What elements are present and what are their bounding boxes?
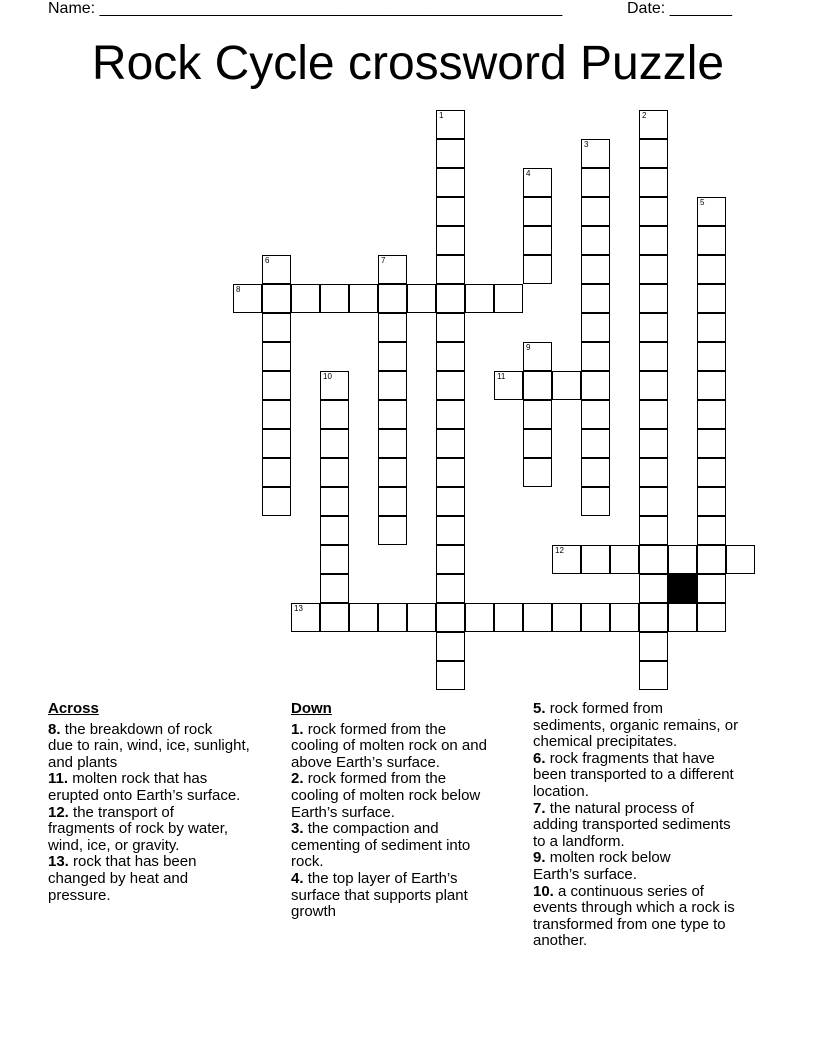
clue-item [291,771,531,821]
grid-cell[interactable] [639,255,668,284]
clue-item [533,850,783,883]
clue-item [48,805,288,855]
grid-cell[interactable] [436,284,465,313]
grid-cell[interactable] [262,371,291,400]
grid-cell[interactable] [639,342,668,371]
grid-cell[interactable] [581,168,610,197]
grid-cell[interactable] [436,255,465,284]
grid-cell[interactable] [494,371,523,400]
grid-cell[interactable] [697,284,726,313]
grid-cell[interactable] [639,603,668,632]
grid-cell[interactable] [639,139,668,168]
page-title: Rock Cycle crossword Puzzle [91,37,725,90]
grid-cell[interactable] [378,284,407,313]
grid-cell[interactable] [436,603,465,632]
grid-cell[interactable] [610,603,639,632]
clue-item-number: 3. [291,820,304,838]
clue-text: sediments, organic remains, or [533,716,739,734]
grid-cell[interactable] [523,226,552,255]
clue-item-number: 7. [533,799,546,817]
grid-cell[interactable] [639,574,668,603]
clue-item-number: 13. [48,853,69,871]
grid-cell[interactable] [436,400,465,429]
clue-item [291,821,531,871]
grid-cell[interactable] [436,429,465,458]
grid-cell[interactable] [262,429,291,458]
grid-cell[interactable] [697,487,726,516]
grid-cell[interactable] [523,603,552,632]
grid-cell[interactable] [639,168,668,197]
grid-cell[interactable] [436,342,465,371]
grid-cell[interactable] [697,458,726,487]
grid-cell[interactable] [320,284,349,313]
grid-cell[interactable] [581,400,610,429]
clue-text: cooling of molten rock below [291,786,481,804]
grid-cell[interactable] [581,603,610,632]
clue-text: erupted onto Earth’s surface. [48,786,241,804]
grid-cell[interactable] [320,429,349,458]
grid-cell[interactable] [523,342,552,371]
clue-text: due to rain, wind, ice, sunlight, [48,737,250,755]
clue-number: 10 [323,372,332,381]
clue-number: 13 [294,604,303,613]
grid-cell[interactable] [291,603,320,632]
clue-item-number: 12. [48,803,69,821]
across-clues [48,701,288,904]
clue-number: 12 [555,546,564,555]
grid-cell[interactable] [378,371,407,400]
grid-cell[interactable] [639,632,668,661]
grid-cell[interactable] [639,110,668,139]
grid-cell[interactable] [349,603,378,632]
clue-number: 8 [236,285,241,294]
grid-cell[interactable] [436,168,465,197]
grid-cell[interactable] [233,284,262,313]
grid-cell[interactable] [610,545,639,574]
grid-cell[interactable] [378,603,407,632]
grid-cell[interactable] [581,139,610,168]
clue-item-number: 6. [533,749,546,767]
grid-cell[interactable] [523,168,552,197]
grid-cell[interactable] [378,516,407,545]
grid-cell[interactable] [581,197,610,226]
grid-cell[interactable] [697,313,726,342]
grid-cell[interactable] [436,313,465,342]
grid-cell[interactable] [436,574,465,603]
clue-number: 5 [700,198,705,207]
grid-cell[interactable] [262,487,291,516]
grid-cell[interactable] [639,661,668,690]
grid-cell[interactable] [639,545,668,574]
clue-text: above Earth’s surface. [291,753,440,771]
clue-text: adding transported sediments [533,816,731,834]
clue-item [533,701,783,751]
grid-cell[interactable] [407,284,436,313]
grid-cell[interactable] [697,545,726,574]
clue-text: events through which a rock is [533,899,735,917]
grid-cell[interactable] [378,458,407,487]
clue-item [48,722,288,772]
grid-cell[interactable] [436,371,465,400]
clue-text: chemical precipitates. [533,733,678,751]
grid-cell[interactable] [697,255,726,284]
grid-cell[interactable] [697,342,726,371]
clue-text: wind, ice, or gravity. [48,836,180,854]
clue-text: Earth’s surface. [533,865,637,883]
date-field-label: Date: _______ [627,0,732,17]
clue-text: been transported to a different [533,766,734,784]
clue-text: pressure. [48,886,111,904]
grid-cell[interactable] [320,400,349,429]
clue-number: 1 [439,111,444,120]
clue-item-number: 11. [48,770,69,788]
grid-cell[interactable] [581,342,610,371]
grid-cell[interactable] [581,487,610,516]
grid-cell[interactable] [494,603,523,632]
clue-text: location. [533,782,589,800]
grid-cell[interactable] [697,400,726,429]
grid-cell[interactable] [436,661,465,690]
grid-cell[interactable] [436,139,465,168]
grid-cell[interactable] [436,226,465,255]
clue-number: 2 [642,111,647,120]
clue-number: 11 [497,372,506,381]
grid-cell[interactable] [552,603,581,632]
grid-cell[interactable] [726,545,755,574]
grid-cell[interactable] [436,197,465,226]
clue-text: rock formed from the [307,770,447,788]
grid-cell[interactable] [407,603,436,632]
grid-cell[interactable] [436,545,465,574]
grid-cell[interactable] [291,284,320,313]
grid-cell[interactable] [697,371,726,400]
clue-number: 4 [526,169,531,178]
grid-cell[interactable] [262,458,291,487]
grid-cell[interactable] [639,313,668,342]
grid-cell[interactable] [378,400,407,429]
grid-cell[interactable] [581,226,610,255]
clue-item-number: 5. [533,700,546,717]
clue-text: changed by heat and [48,869,189,887]
grid-cell[interactable] [262,342,291,371]
grid-cell[interactable] [465,603,494,632]
clue-text: the breakdown of rock [64,720,213,738]
grid-cell[interactable] [697,197,726,226]
clue-number: 9 [526,343,531,352]
grid-cell[interactable] [697,429,726,458]
grid-cell[interactable] [262,284,291,313]
clue-text: cementing of sediment into [291,836,471,854]
grid-cell[interactable] [262,313,291,342]
clue-text: to a landform. [533,832,625,850]
clue-item-number: 4. [291,869,304,887]
grid-cell[interactable] [262,255,291,284]
clue-item-number: 10. [533,882,554,900]
grid-cell[interactable] [436,487,465,516]
grid-cell[interactable] [320,574,349,603]
clue-number: 6 [265,256,270,265]
grid-cell[interactable] [639,371,668,400]
clue-text: the compaction and [307,820,439,838]
clue-item [48,854,288,904]
clue-item [533,751,783,801]
grid-cell[interactable] [581,371,610,400]
grid-cell[interactable] [320,603,349,632]
grid-cell[interactable] [523,255,552,284]
grid-cell[interactable] [639,487,668,516]
clue-item [48,771,288,804]
clue-item [533,801,783,851]
clue-item-number: 2. [291,770,304,788]
grid-cell[interactable] [523,458,552,487]
grid-cell[interactable] [523,371,552,400]
grid-cell[interactable] [523,197,552,226]
grid-cell[interactable] [581,313,610,342]
grid-cell[interactable] [581,255,610,284]
grid-cell[interactable] [697,574,726,603]
grid-cell[interactable] [697,226,726,255]
grid-cell[interactable] [320,516,349,545]
grid-cell[interactable] [581,429,610,458]
grid-cell[interactable] [436,632,465,661]
clue-text: rock fragments that have [549,749,715,767]
grid-cell[interactable] [639,516,668,545]
grid-cell[interactable] [552,545,581,574]
clue-text: the natural process of [549,799,694,817]
clue-item-number: 1. [291,720,304,738]
black-cell [668,574,697,603]
grid-cell[interactable] [378,487,407,516]
grid-cell[interactable] [581,545,610,574]
grid-cell[interactable] [349,284,378,313]
clue-text: growth [291,903,337,921]
grid-cell[interactable] [320,458,349,487]
down-clues-continued [533,701,783,950]
grid-cell[interactable] [697,516,726,545]
clue-item-number: 8. [48,720,61,738]
grid-cell[interactable] [378,429,407,458]
clue-text: the transport of [73,803,174,821]
clue-item [533,884,783,950]
down-heading: Down [291,700,332,717]
grid-cell[interactable] [523,400,552,429]
grid-cell[interactable] [639,197,668,226]
clue-text: fragments of rock by water, [48,820,229,838]
clue-text: surface that supports plant [291,886,468,904]
down-clues [291,701,531,921]
grid-cell[interactable] [552,371,581,400]
grid-cell[interactable] [436,516,465,545]
grid-cell[interactable] [639,429,668,458]
clue-text: transformed from one type to [533,915,726,933]
grid-cell[interactable] [668,545,697,574]
grid-cell[interactable] [378,342,407,371]
clue-text: Earth’s surface. [291,803,395,821]
clue-text: molten rock below [549,849,671,867]
clue-item [291,722,531,772]
clue-text: cooling of molten rock on and [291,737,487,755]
grid-cell[interactable] [436,458,465,487]
clue-text: rock that has been [73,853,197,871]
clue-text: rock. [291,853,324,871]
grid-cell[interactable] [320,545,349,574]
grid-cell[interactable] [523,429,552,458]
grid-cell[interactable] [378,313,407,342]
across-heading: Across [48,700,99,717]
grid-cell[interactable] [639,458,668,487]
grid-cell[interactable] [436,110,465,139]
grid-cell[interactable] [639,400,668,429]
grid-cell[interactable] [262,400,291,429]
clue-text: another. [533,932,588,950]
clue-number: 3 [584,140,589,149]
grid-cell[interactable] [494,284,523,313]
clue-text: and plants [48,753,118,771]
grid-cell[interactable] [639,226,668,255]
grid-cell[interactable] [581,284,610,313]
clue-item [291,871,531,921]
grid-cell[interactable] [668,603,697,632]
clue-text: rock formed from [549,700,664,717]
grid-cell[interactable] [320,371,349,400]
clue-item-number: 9. [533,849,546,867]
grid-cell[interactable] [465,284,494,313]
name-field-label: Name: ____________________________________________________ [48,0,563,17]
clue-text: molten rock that has [72,770,208,788]
grid-cell[interactable] [697,603,726,632]
grid-cell[interactable] [320,487,349,516]
grid-cell[interactable] [639,284,668,313]
clue-number: 7 [381,256,386,265]
grid-cell[interactable] [581,458,610,487]
grid-cell[interactable] [378,255,407,284]
clue-text: rock formed from the [307,720,447,738]
clue-text: the top layer of Earth’s [307,869,458,887]
clue-text: a continuous series of [558,882,704,900]
